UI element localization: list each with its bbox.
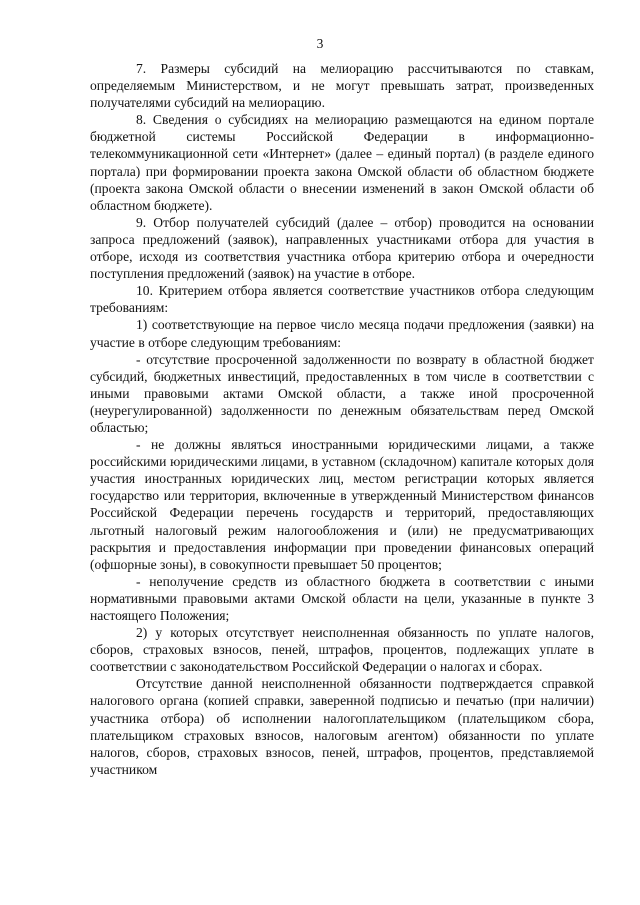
requirement-not-foreign: - не должны являться иностранными юридическими лицами, а также российскими юридическими лицами, в уставном (складочном) капитале которых доля участия иностранных юридических лиц, местом регистрации которых является государство или территория, включенные в утвержденный Министерством финансов Российской Федерации перечень государств и территорий, предоставляющих льготный налоговый режим налогообложения и (или) не предусматривающих раскрытия и предоставления информации при проведении финансовых операций (офшорные зоны), в совокупности превышает 50 процентов;	[90, 437, 594, 572]
paragraph-8: 8. Сведения о субсидиях на мелиорацию размещаются на едином портале бюджетной системы Российской Федерации в информационно-телекоммуникационной сети «Интернет» (далее – единый портал) (в разделе единого портала) при формировании проекта закона Омской области об областном бюджете (проекта закона Омской области о внесении изменений в закон Омской области об областном бюджете).	[90, 112, 594, 213]
requirement-no-other-funds: - неполучение средств из областного бюджета в соответствии с иными нормативными правовыми актами Омской области на цели, указанные в пункте 3 настоящего Положения;	[90, 573, 594, 623]
document-body	[90, 60, 594, 778]
page-number: 3	[316, 36, 324, 51]
paragraph-7: 7. Размеры субсидий на мелиорацию рассчитываются по ставкам, определяемым Министерством, и не могут превышать затрат, произведенных получателями субсидий на мелиорацию.	[90, 61, 594, 111]
subclause-2: 2) у которых отсутствует неисполненная обязанность по уплате налогов, сборов, страховых взносов, пеней, штрафов, процентов, подлежащих уплате в соответствии с законодательством Российской Федерации о налогах и сборах.	[90, 625, 594, 675]
subclause-1: 1) соответствующие на первое число месяца подачи предложения (заявки) на участие в отборе следующим требованиям:	[90, 317, 594, 350]
paragraph-9: 9. Отбор получателей субсидий (далее – отбор) проводится на основании запроса предложений (заявок), направленных участниками отбора для участия в отборе, исходя из соответствия участника отбора критерию отбора и очередности поступления предложений (заявок) на участие в отборе.	[90, 214, 594, 282]
paragraph-10: 10. Критерием отбора является соответствие участников отбора следующим требованиям:	[90, 283, 594, 316]
requirement-no-debt: - отсутствие просроченной задолженности по возврату в областной бюджет субсидий, бюджетных инвестиций, предоставленных в том числе в соответствии с иными правовыми актами Омской области, а также иной просроченной (неурегулированной) задолженности по денежным обязательствам перед Омской областью;	[90, 351, 594, 435]
paragraph-confirmation: Отсутствие данной неисполненной обязанности подтверждается справкой налогового органа (копией справки, заверенной подписью и печатью (при наличии) участника отбора) об исполнении налогоплательщиком (плательщиком сбора, плательщиком страховых взносов, налоговым агентом) обязанности по уплате налогов, сборов, страховых взносов, пеней, штрафов, процентов, представляемой участником	[90, 676, 594, 777]
